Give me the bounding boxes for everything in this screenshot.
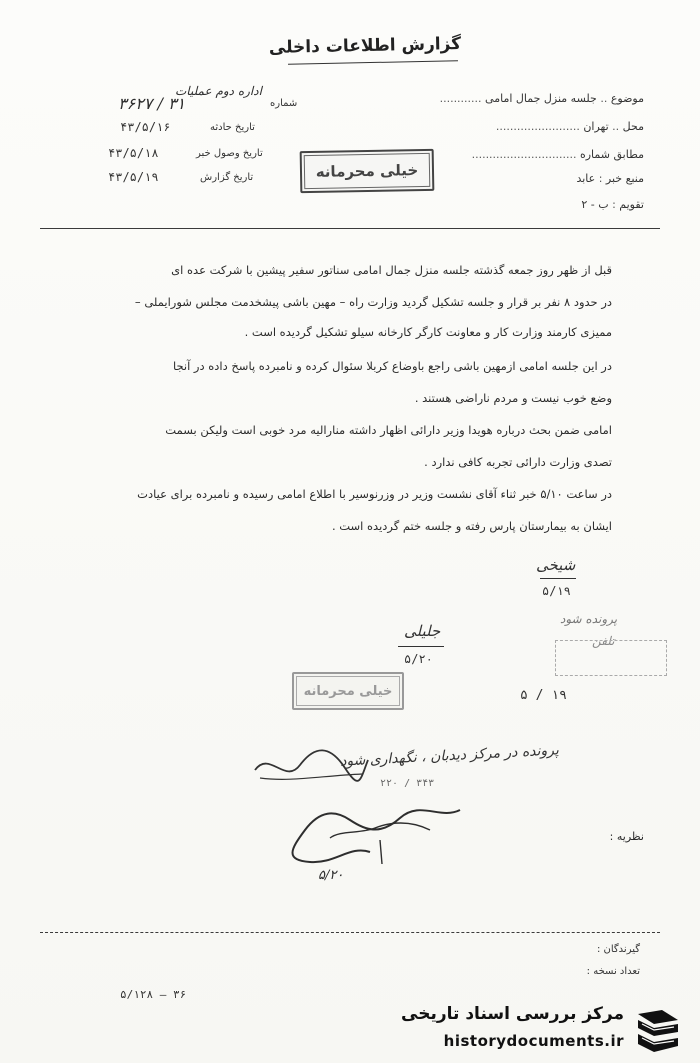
body-line: در حدود ۸ نفر بر قرار و جلسه تشکیل گردید وزارت راه – مهین باشی پیشخدمت مجلس شورایملی –: [134, 295, 612, 309]
book-stack-icon: [632, 1006, 684, 1056]
source-label: مطابق شماره: [579, 148, 644, 161]
opinion-label: نظریه :: [609, 830, 644, 843]
body-line: ممیزی کارمند وزارت کار و معاونت کارگر کارخانه سیلو تشکیل گردیده است .: [244, 325, 612, 339]
body-line: در ساعت ۵/۱۰ خبر ثناء آقای نشست وزیر در وزرنوسیر با اطلاع امامی رسیده و نامبرده برای عیادت: [137, 487, 612, 501]
subject-line: موضوع .. جلسه منزل جمال امامی ............: [439, 92, 644, 105]
faded-stamp-box: [555, 640, 667, 676]
subject-label: موضوع: [610, 92, 644, 105]
document-title: گزارش اطلاعات داخلی: [268, 33, 462, 59]
location-value: تهران: [583, 120, 609, 133]
evaluation-value: ب - ۲: [581, 198, 609, 211]
subject-value: جلسه منزل جمال امامی: [485, 92, 597, 105]
signature-scribble-icon: [250, 740, 370, 790]
office-label: اداره دوم عملیات: [175, 84, 262, 98]
received-date-value: ۴۳/۵/۱۸: [108, 146, 159, 160]
informant-line: منبع خبر : عابد: [576, 172, 644, 185]
handwritten-note: پرونده در مرکز دیدبان ، نگهداری شود: [339, 742, 560, 770]
title-underline: [288, 60, 458, 65]
footer-divider-1: [40, 932, 660, 933]
location-label: محل: [622, 120, 644, 133]
report-date-label: تاریخ گزارش: [200, 172, 254, 183]
incident-date-label: تاریخ حادثه: [210, 122, 255, 133]
page-code: ۵/۱۲۸ – ۳۶: [120, 988, 187, 1001]
evaluation-line: تقویم : ب - ۲: [581, 198, 644, 211]
confidential-stamp-text: خیلی محرمانه: [304, 153, 431, 189]
initial-1-rule: [540, 578, 576, 579]
logo-title: مرکز بررسی اسناد تاریخی: [401, 1004, 624, 1024]
confidential-stamp-faded-text: خیلی محرمانه: [296, 676, 400, 706]
logo-url: historydocuments.ir: [443, 1032, 624, 1050]
signature-date: ۵/۲۰: [318, 868, 344, 883]
number-value: ۳۶۲۷ / ۳۱: [118, 94, 186, 113]
informant-label: منبع خبر: [605, 172, 644, 185]
body-line: قبل از ظهر روز جمعه گذشته جلسه منزل جمال امامی سناتور سفیر پیشین با شرکت عده ای: [171, 263, 612, 277]
body-line: ایشان به بیمارستان پارس رفته و جلسه ختم گردیده است .: [331, 519, 612, 533]
handwritten-note-code: ۲۲۰ / ۳۴۳: [380, 778, 435, 789]
body-line: تصدی وزارت دارائی تجربه کافی ندارد .: [424, 455, 612, 469]
incident-date-value: ۴۳/۵/۱۶: [120, 120, 171, 134]
initial-signature-2: جلیلی: [404, 622, 441, 640]
signature-large-icon: [270, 790, 480, 880]
evaluation-label: تقویم: [619, 198, 644, 211]
initial-signature-1: شیخی: [536, 556, 576, 574]
recipients-label: گیرندگان :: [596, 944, 640, 955]
margin-note-1: پرونده شود: [560, 612, 618, 626]
source-line: مطابق شماره ..............................: [471, 148, 644, 161]
number-label: شماره: [270, 98, 298, 109]
copies-label: تعداد نسخه :: [586, 966, 640, 977]
initial-2-date: ۵/۲۰: [404, 652, 433, 666]
report-date-value: ۴۳/۵/۱۹: [108, 170, 159, 184]
initial-2-rule: [398, 646, 444, 647]
informant-value: عابد: [576, 172, 596, 185]
body-line: در این جلسه امامی ازمهین باشی راجع باوضاع کربلا سئوال کرده و نامبرده پاسخ داده در آنجا: [172, 359, 612, 373]
header-divider: [40, 228, 660, 229]
confidential-stamp-faded: [292, 672, 404, 710]
body-line: امامی ضمن بحث درباره هویدا وزیر دارائی اظهار داشته منارالیه مرد خوبی است ولیکن بسمت: [165, 423, 612, 437]
margin-date: ۵ / ۱۹: [520, 688, 567, 703]
body-line: وضع خوب نیست و مردم ناراضی هستند .: [414, 391, 612, 405]
received-date-label: تاریخ وصول خبر: [196, 148, 263, 159]
location-line: محل .. تهران ........................: [495, 120, 644, 133]
initial-1-date: ۵/۱۹: [542, 584, 571, 598]
margin-note-2: تلفن: [592, 634, 615, 648]
